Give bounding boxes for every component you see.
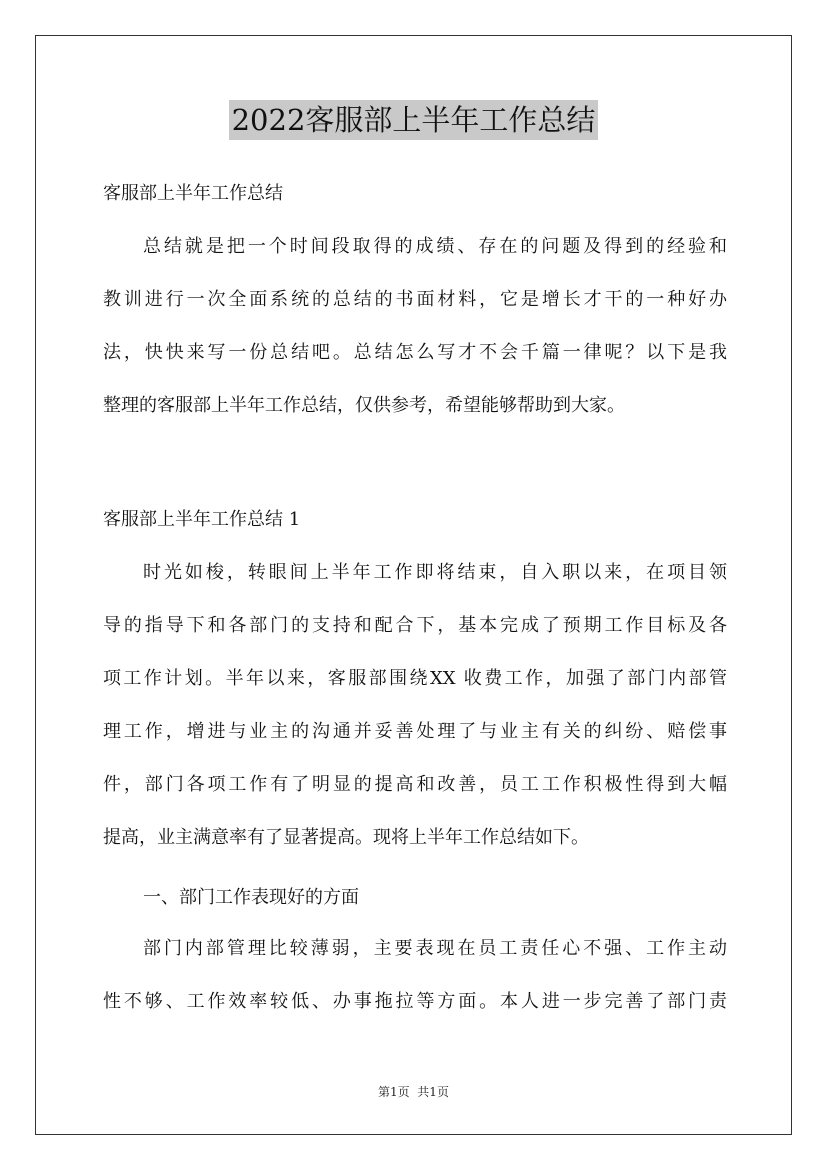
paragraph-line: 提高，业主满意率有了显著提高。现将上半年工作总结如下。 (103, 827, 589, 848)
paragraph-line: 项工作计划。半年以来，客服部围绕XX 收费工作，加强了部门内部管 (103, 668, 727, 689)
subsection-heading: 一、部门工作表现好的方面 (143, 887, 359, 908)
paragraph-line: 导的指导下和各部门的支持和配合下，基本完成了预期工作目标及各 (103, 615, 727, 636)
title-container (0, 100, 827, 140)
page-footer: 第1页 共1页 (378, 1085, 449, 1099)
document-heading: 客服部上半年工作总结 (103, 183, 283, 204)
paragraph-line: 整理的客服部上半年工作总结，仅供参考，希望能够帮助到大家。 (103, 395, 625, 416)
paragraph-line: 教训进行一次全面系统的总结的书面材料，它是增长才干的一种好办 (103, 289, 727, 310)
paragraph-line: 件，部门各项工作有了明显的提高和改善，员工工作积极性得到大幅 (103, 774, 727, 795)
subsection-paragraph (103, 922, 727, 1028)
paragraph-line: 法，快快来写一份总结吧。总结怎么写才不会千篇一律呢？以下是我 (103, 342, 727, 363)
document-title: 2022客服部上半年工作总结 (229, 100, 599, 140)
intro-paragraph (103, 220, 727, 432)
paragraph-line: 部门内部管理比较薄弱，主要表现在员工责任心不强、工作主动 (143, 938, 727, 959)
section-heading: 客服部上半年工作总结 1 (103, 509, 301, 530)
body-paragraph (103, 546, 727, 864)
paragraph-line: 理工作，增进与业主的沟通并妥善处理了与业主有关的纠纷、赔偿事 (103, 721, 727, 742)
paragraph-line: 性不够、工作效率较低、办事拖拉等方面。本人进一步完善了部门责 (103, 991, 727, 1012)
paragraph-line: 时光如梭，转眼间上半年工作即将结束，自入职以来，在项目领 (143, 562, 727, 583)
paragraph-line: 总结就是把一个时间段取得的成绩、存在的问题及得到的经验和 (143, 236, 727, 257)
